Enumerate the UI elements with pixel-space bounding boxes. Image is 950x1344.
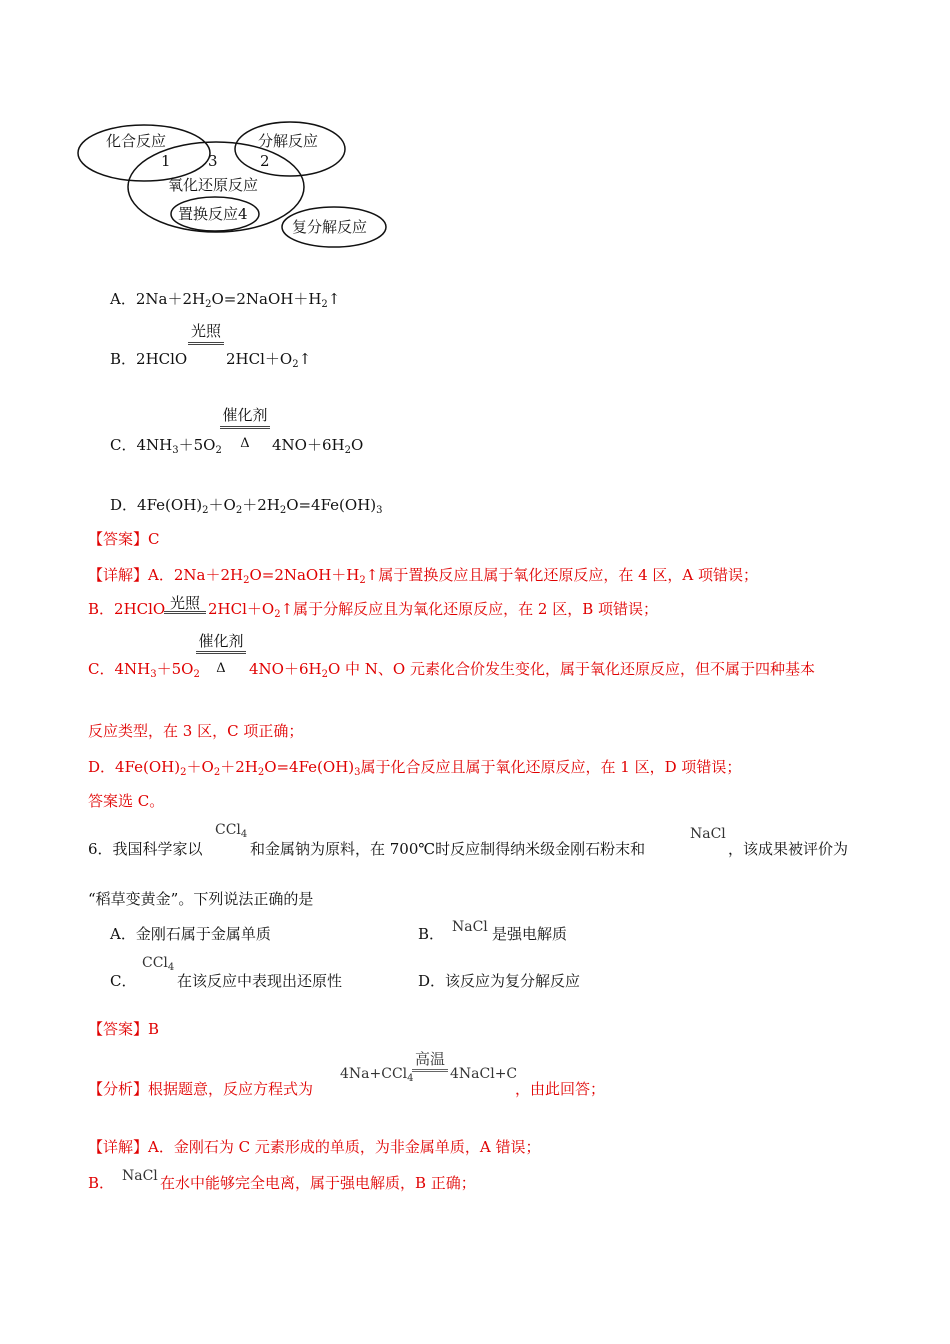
q6-nacl: NaCl [690,826,726,842]
q6-stem-end: ，该成果被评价为 [728,840,849,858]
q5-detail-c-heat: Δ [216,661,226,676]
q6-option-b-nacl: NaCl [452,919,488,935]
q6-option-d: D．该反应为复分解反应 [418,972,581,990]
q6-option-c-ccl4: CCl$_4$ [142,955,175,973]
q6-detail-b-text: 在水中能够完全电离，属于强电解质，B 正确； [160,1174,476,1192]
label-num2: 2 [260,152,270,170]
q5-option-c-right: $4NO+6H_2O$ [272,436,364,456]
q6-detail-b-nacl: NaCl [122,1168,158,1184]
q6-stem-line2: “稻草变黄金”。下列说法正确的是 [88,890,314,908]
q5-detail-b-right: $2HCl+O_2↑$属于分解反应且为氧化还原反应，在 2 区，B 项错误； [208,600,659,620]
q5-option-d: D．$4Fe(OH)_2+O_2+2H_2O=4Fe(OH)_3$ [110,496,383,516]
q5-detail-b: B．2HClO [88,600,166,618]
q5-detail-c-right: $4NO+6H_2O$ 中 N、O 元素化合价发生变化，属于氧化还原反应，但不属于四种基本 [249,660,815,680]
q6-answer: 【答案】B [88,1020,160,1038]
q5-detail-c-equals [196,651,246,654]
q5-answer: 【答案】C [88,530,160,548]
q6-eq-condition: 高温 [414,1050,445,1068]
label-num3: 3 [208,152,218,170]
q6-detail-a: 【详解】A．金刚石为 C 元素形成的单质，为非金属单质，A 错误； [88,1138,541,1156]
label-zhihuan: 置换反应4 [178,205,248,223]
q6-analysis: 【分析】根据题意，反应方程式为 [88,1080,314,1098]
label-num1: 1 [161,152,171,170]
q5-option-b-condition: 光照 [190,322,221,340]
q6-option-b-text: 是强电解质 [492,925,568,943]
q6-option-b: B． [418,925,445,943]
q5-option-c-heat: Δ [240,436,250,451]
q6-stem-mid: 和金属钠为原料，在 700℃时反应制得纳米级金刚石粉末和 [250,840,646,858]
q5-final: 答案选 C。 [88,792,165,810]
q5-option-c-condition: 催化剂 [222,406,268,424]
q6-analysis-post: ，由此回答； [515,1080,606,1098]
q6-stem-start: 6．我国科学家以 [88,840,203,858]
reaction-type-diagram [70,115,400,250]
q5-detail-c-line2: 反应类型，在 3 区，C 项正确； [88,722,304,740]
q5-detail-b-equals [164,611,206,614]
q6-ccl4: CCl$_4$ [215,822,248,840]
q6-detail-b: B． [88,1174,115,1192]
q5-detail-c: C．$4NH_3+5O_2$ [88,660,200,680]
q5-detail-a: 【详解】A．$2Na+2H_2O=2NaOH+H_2↑$属于置换反应且属于氧化还原反应，在 4 区，A 项错误； [88,566,759,586]
label-yanghua: 氧化还原反应 [168,176,259,194]
q6-option-c-text: 在该反应中表现出还原性 [177,972,343,990]
q6-option-c: C． [110,972,137,990]
q5-option-b-equals [188,342,224,345]
q6-eq-left: 4Na+CCl$_4$ [340,1066,414,1084]
q5-option-b: B．2HClO [110,350,188,368]
q5-detail-c-condition: 催化剂 [198,632,244,650]
q5-detail-b-condition: 光照 [169,594,200,612]
label-fufenjie: 复分解反应 [292,218,368,236]
label-fenjie: 分解反应 [258,132,319,150]
q5-option-a: A．$2Na+2H_2O=2NaOH+H_2↑$ [110,290,341,310]
q5-detail-d: D．$4Fe(OH)_2+O_2+2H_2O=4Fe(OH)_3$属于化合反应且属于氧化还原反应，在 1 区，D 项错误； [88,758,742,778]
q5-option-c: C．$4NH_3+5O_2$ [110,436,222,456]
q5-option-c-equals [220,426,270,429]
q6-eq-right: 4NaCl+C [450,1066,518,1082]
label-huahe: 化合反应 [106,132,167,150]
q5-option-b-right: $2HCl+O_2↑$ [226,350,312,370]
q6-eq-equals [412,1069,448,1072]
q6-option-a: A．金刚石属于金属单质 [110,925,271,943]
